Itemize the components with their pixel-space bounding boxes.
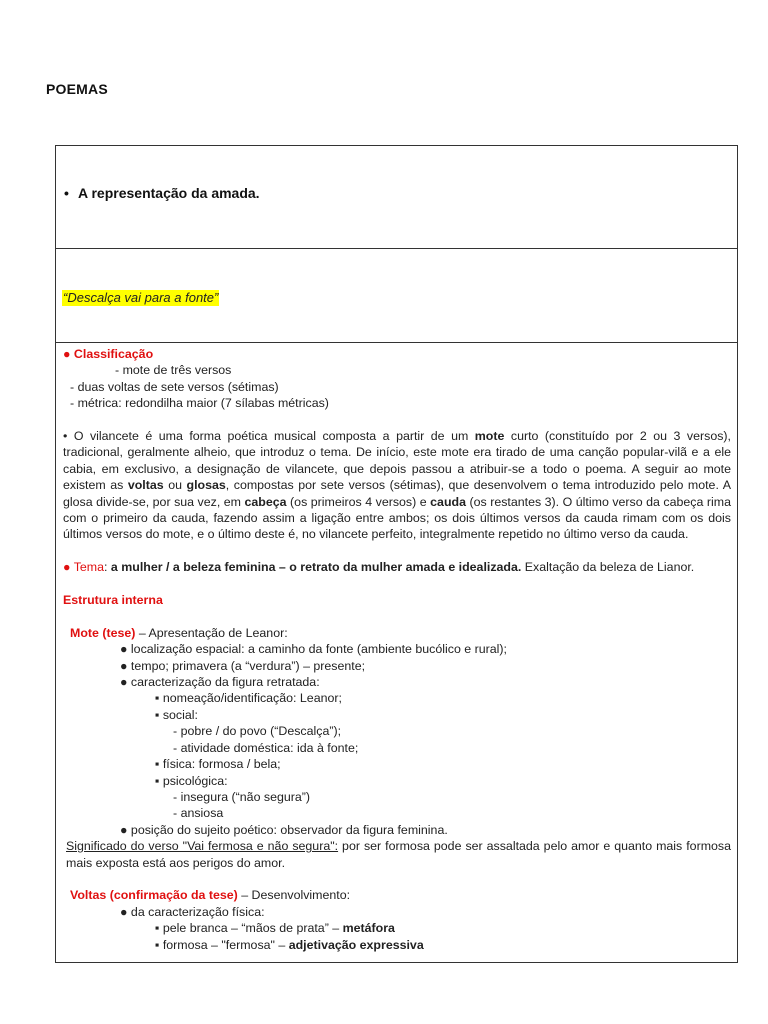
table-row-poem-title xyxy=(56,249,737,343)
classificacao-label: ● Classificação xyxy=(63,347,154,361)
mote-item: ● caracterização da figura retratada: xyxy=(120,675,320,690)
class-item: - mote de três versos xyxy=(115,363,232,378)
topic-line xyxy=(64,185,260,201)
mote-item: ● posição do sujeito poético: observador da figura feminina. xyxy=(120,822,448,837)
voltas-sub-item: ▪ formosa – "fermosa" – adjetivação expressiva xyxy=(155,937,424,952)
table-row-analysis xyxy=(56,343,737,962)
bullet-icon: • xyxy=(64,185,69,201)
psico-item: - insegura (“não segura”) xyxy=(173,789,311,804)
mote-heading: Mote (tese) – Apresentação de Leanor: xyxy=(70,625,288,640)
vilancete-paragraph: • O vilancete é uma forma poética musical composta a partir de um mote curto (constituído por 2 ou 3 versos), tradicional, geralmente alheio, que introduz o tema. De início, este mote era tirado de uma canção popular-vilã e a ele cabia, em exclusivo, a designação de vilancete, que depois passou a atribuir-se a todo o poema. A seguir ao mote existem as voltas ou glosas, compostas por sete versos (sétimas), que desenvolvem o tema introduzido pelo mote. A glosa divide-se, por sua vez, em cabeça (os primeiros 4 versos) e cauda (os restantes 3). O último verso da cabeça rima com o primeiro da cauda, fazendo assim a ligação entre ambos; os dois últimos versos da cauda rimam com os dois últimos versos do mote, e o último deste é, no vilancete perfeito, integralmente repetido no último verso da cauda. xyxy=(63,429,731,542)
mote-sub-item: ▪ nomeação/identificação: Leanor; xyxy=(155,691,342,706)
content-table xyxy=(55,145,738,963)
voltas-sub-item: ▪ pele branca – “mãos de prata” – metáfora xyxy=(155,921,395,936)
tema-label: ● Tema xyxy=(63,560,105,575)
significado-paragraph: Significado do verso "Vai fermosa e não segura": por ser formosa pode ser assaltada pelo amor e quanto mais formosa mais exposta está aos perigos do amor. xyxy=(66,839,731,870)
class-item: - duas voltas de sete versos (sétimas) xyxy=(70,379,279,394)
mote-item: ● localização espacial: a caminho da fonte (ambiente bucólico e rural); xyxy=(120,642,507,657)
social-item: - pobre / do povo (“Descalça”); xyxy=(173,724,342,739)
mote-sub-item: ▪ física: formosa / bela; xyxy=(155,757,281,772)
table-row-topic xyxy=(56,146,737,249)
page-heading: POEMAS xyxy=(46,81,108,97)
social-item: - atividade doméstica: ida à fonte; xyxy=(173,740,359,755)
topic-text: A representação da amada. xyxy=(78,185,260,201)
tema-line: ● Tema: a mulher / a beleza feminina – o retrato da mulher amada e idealizada. Exaltação da beleza de Lianor. xyxy=(63,560,695,575)
class-item: - métrica: redondilha maior (7 sílabas métricas) xyxy=(70,396,329,411)
mote-sub-item: ▪ psicológica: xyxy=(155,773,228,788)
estrutura-label: Estrutura interna xyxy=(63,593,163,608)
voltas-heading: Voltas (confirmação da tese) – Desenvolvimento: xyxy=(70,888,351,903)
psico-item: - ansiosa xyxy=(173,806,224,821)
mote-item: ● tempo; primavera (a “verdura”) – presente; xyxy=(120,658,366,673)
mote-sub-item: ▪ social: xyxy=(155,707,198,722)
voltas-item: ● da caracterização física: xyxy=(120,904,265,919)
poem-title: “Descalça vai para a fonte” xyxy=(63,290,219,305)
